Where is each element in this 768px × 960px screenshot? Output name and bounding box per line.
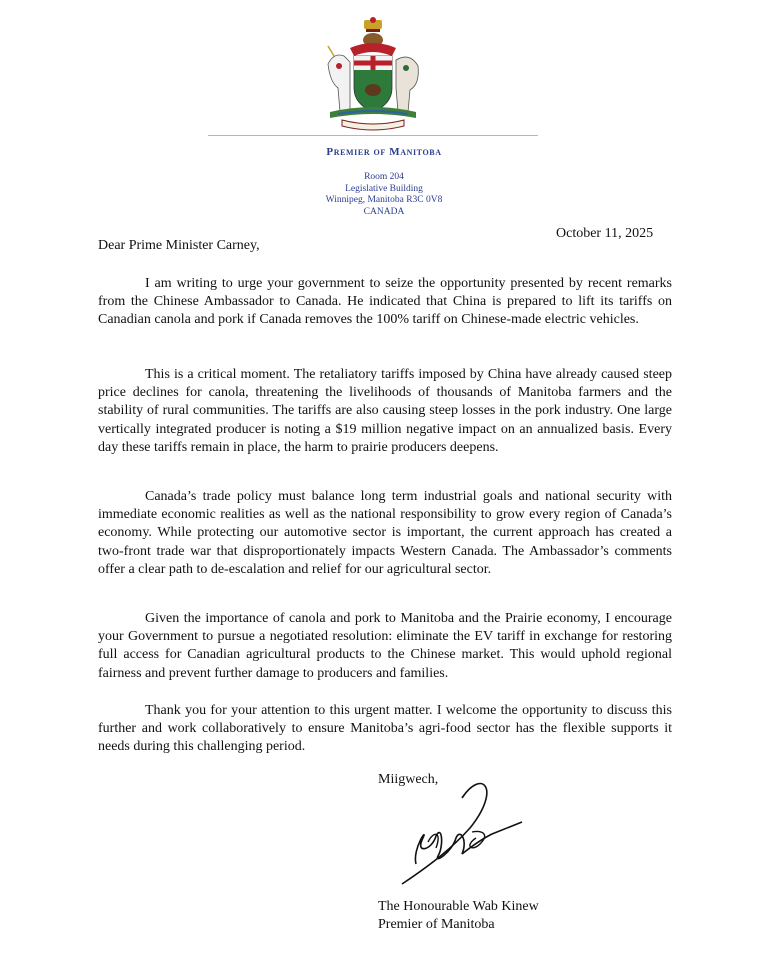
salutation: Dear Prime Minister Carney, — [98, 238, 260, 253]
letterhead-rule — [208, 135, 538, 136]
letterhead-office: Premier of Manitoba — [326, 146, 442, 158]
address-line: Room 204 — [364, 172, 404, 182]
signer-title: Premier of Manitoba — [378, 917, 495, 932]
closing: Miigwech, — [378, 772, 439, 787]
body-paragraph: I am writing to urge your government to seize the opportunity presented by recent remarks from the Chinese Ambassador to Canada. He indicated that China is prepared to lift its tariffs on Canadian canola and pork if Canada removes the 100% tariff on Chinese-made electric vehicles. — [98, 276, 672, 328]
signer-name: The Honourable Wab Kinew — [378, 899, 539, 914]
coat-of-arms-icon — [320, 16, 426, 132]
body-paragraph: Given the importance of canola and pork to Manitoba and the Prairie economy, I encourage your Government to pursue a negotiated resolution: eliminate the EV tariff in exchange for restoring full access for Canadian agricultural products to the Chinese market. This would uphold regional fairness and prevent further damage to producers and families. — [98, 611, 672, 681]
letter-date: October 11, 2025 — [556, 226, 654, 241]
address-line: Legislative Building — [345, 183, 423, 194]
address-line: CANADA — [363, 206, 405, 217]
body-paragraph: Thank you for your attention to this urgent matter. I welcome the opportunity to discuss this further and work collaboratively to ensure Manitoba’s agri-food sector has the flexible supports it needs during this challenging period. — [98, 703, 672, 755]
body-paragraph: Canada’s trade policy must balance long term industrial goals and national security with immediate economic realities as well as the national responsibility to grow every region of Canada’s economy. While protecting our automotive sector is important, the current approach has created a two-front trade war that disproportionately impacts Western Canada. The Ambassador’s comments offer a clear path to de-escalation and relief for our agricultural sector. — [98, 489, 672, 577]
address-line: Winnipeg, Manitoba R3C 0V8 — [325, 195, 443, 205]
letterhead-address — [0, 172, 768, 218]
signature-icon — [372, 768, 532, 896]
body-paragraph: This is a critical moment. The retaliatory tariffs imposed by China have already caused steep price declines for canola, threatening the livelihoods of thousands of Manitoba farmers and the stability of rural communities. The tariffs are also causing steep losses in the pork industry. One large vertically integrated producer is noting a $19 million negative impact on an annualized basis. Every day these tariffs remain in place, the harm to prairie producers deepens. — [98, 367, 672, 455]
signer-block — [378, 898, 539, 934]
